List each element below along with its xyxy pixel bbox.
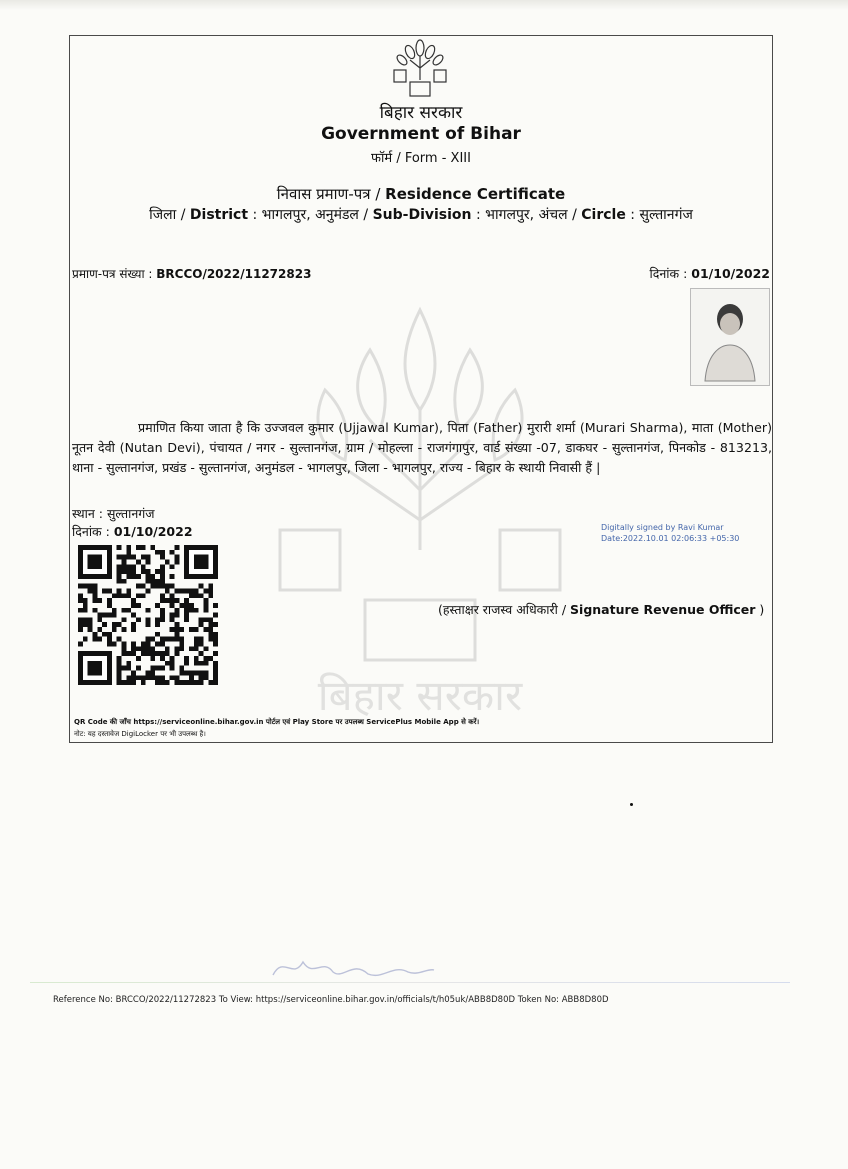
form-number: फॉर्म / Form - XIII — [371, 151, 471, 166]
digital-signature-date: Date:2022.10.01 02:06:33 +05:30 — [601, 534, 740, 543]
certificate-body-text: प्रमाणित किया जाता है कि उज्जवल कुमार (Ujjawal Kumar), पिता (Father) मुरारी शर्मा (Murari Sharma), माता (Mother) नूतन देवी (Nutan Devi), पंचायत / नगर - सुल्तानगंज, ग्राम / मोहल्ला - राजगंगापुर, वार्ड संख्या -07, डाकघर - सुल्तानगंज, पिनकोड - 813213, थाना - सुल्तानगंज, प्रखंड - सुल्तानगंज, अनुमंडल - भागलपुर, जिला - भागलपुर, राज्य - बिहार के स्थायी निवासी हैं | — [72, 420, 772, 475]
certificate-title: निवास प्रमाण-पत्र / Residence Certificate — [276, 185, 566, 203]
applicant-photo — [690, 288, 770, 386]
digital-signature-by: Digitally signed by Ravi Kumar — [601, 523, 724, 532]
signature-label: (हस्ताक्षर राजस्व अधिकारी / Signature Revenue Officer ) — [438, 602, 765, 617]
watermark-text: बिहार सरकार — [317, 671, 523, 720]
scan-speck — [630, 803, 633, 806]
certificate-number: प्रमाण-पत्र संख्या : BRCCO/2022/11272823 — [72, 267, 312, 281]
state-name-hindi: बिहार सरकार — [379, 103, 463, 123]
scan-edge — [0, 0, 848, 10]
issue-date-top: दिनांक : 01/10/2022 — [649, 266, 770, 281]
jurisdiction-line: जिला / District : भागलपुर, अनुमंडल / Sub-Division : भागलपुर, अंचल / Circle : सुल्तानगंज — [149, 207, 693, 223]
digilocker-note: नोट: यह दस्तावेज DigiLocker पर भी उपलब्ध है। — [74, 730, 206, 738]
qr-code[interactable] — [78, 545, 218, 685]
reference-line: Reference No: BRCCO/2022/11272823 To View: https://serviceonline.bihar.gov.in/officials/t/h05uk/ABB8D80D Token No: ABB8D80D — [53, 995, 609, 1005]
government-title: Government of Bihar — [321, 124, 521, 144]
issue-date: दिनांक : 01/10/2022 — [72, 524, 193, 539]
handwritten-signature — [268, 950, 438, 984]
footer-rule — [30, 982, 790, 983]
issue-place: स्थान : सुल्तानगंज — [72, 506, 155, 521]
watermark-emblem-icon — [270, 290, 570, 720]
qr-verification-note: QR Code की जाँच https://serviceonline.bihar.gov.in पोर्टल एवं Play Store पर उपलब्ध ServicePlus Mobile App से करें। — [74, 718, 480, 726]
bihar-emblem-icon — [390, 38, 450, 100]
digital-signature-stamp — [601, 522, 739, 544]
